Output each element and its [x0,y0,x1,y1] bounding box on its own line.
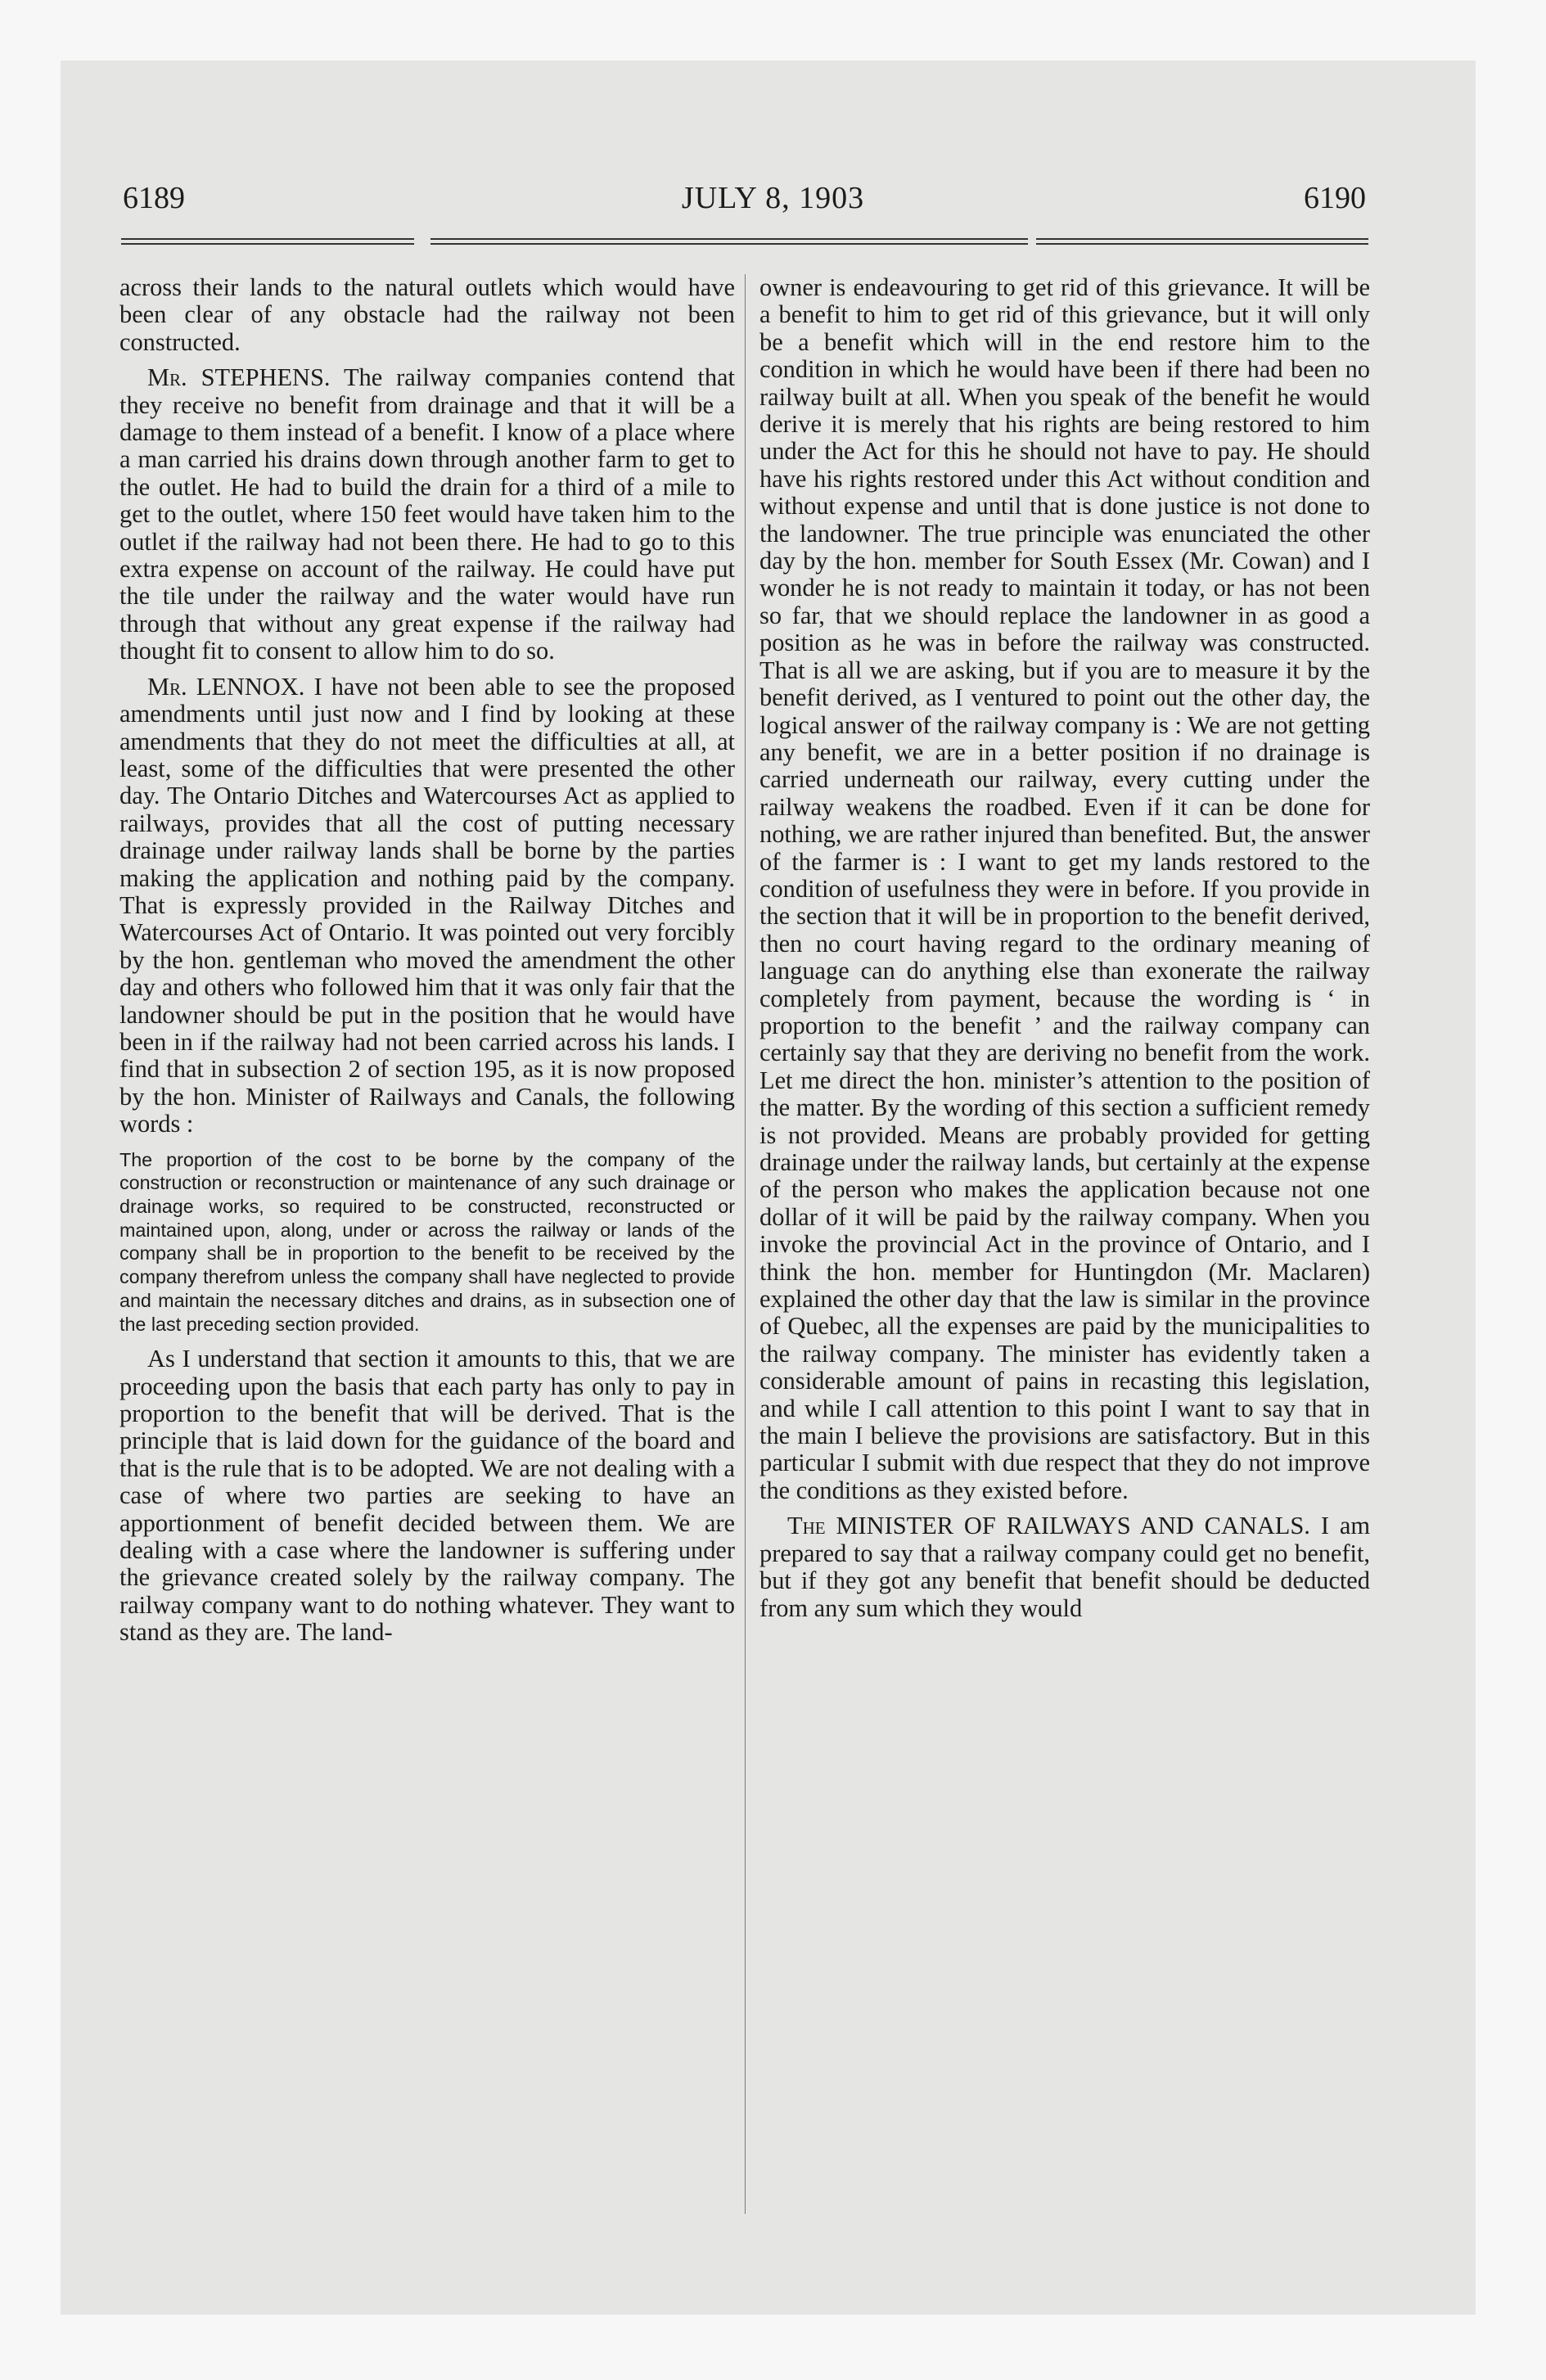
left-column [119,274,735,1647]
left-paragraph-1: across their lands to the natural outlets which would have been clear of any obstacle had the railway not been constructed. [119,273,735,356]
speech-lennox: I have not been able to see the proposed amendments until just now and I find by looking at these amendments that they do not meet the difficulties at all, at least, some of the difficulties that were presented the other day. The Ontario Ditches and Watercourses Act as applied to railways, provides that all the cost of putting necessary drainage under railway lands shall be borne by the parties making the application and nothing paid by the company. That is expressly provided in the Railway Ditches and Watercourses Act of Ontario. It was pointed out very forcibly by the hon. gentleman who moved the amendment the other day and others who followed him that it was only fair that the landowner should be put in the position that he would have been in if the railway had not been carried across his lands. I find that in subsection 2 of section 195, as it is now proposed by the hon. Minister of Railways and Canals, the following words : [119,672,735,1138]
speaker-lennox: Mr. LENNOX. [147,672,305,701]
speaker-stephens: Mr. STEPHENS. [147,363,331,392]
page-number-right: 6190 [1304,181,1366,215]
header-rule-right [1036,238,1368,245]
header-rules [121,238,1368,248]
page-date: JULY 8, 1903 [681,181,865,215]
right-paragraph-2 [759,1512,1370,1622]
right-column [759,274,1370,1622]
page-number-left: 6189 [123,181,185,215]
page-header [0,121,1546,215]
speech-minister: I am prepared to say that a railway company could get no benefit, but if they got any benefit that benefit should be deducted from any sum which they would [759,1512,1370,1622]
header-rule-center [430,238,1028,245]
left-paragraph-2 [119,364,735,665]
column-divider [745,274,746,2214]
left-paragraph-3 [119,674,735,1138]
right-paragraph-1: owner is endeavouring to get rid of this grievance. It will be a benefit to him to get rid of this grievance, but it will only be a benefit which will in the end restore him to the condition in which he would have been if there had been no railway built at all. When you speak of the benefit he would derive it is merely that his rights are being restored to him under the Act for this he should not have to pay. He should have his rights restored under this Act without condition and without expense and until that is done justice is not done to the landowner. The true principle was enunciated the other day by the hon. member for South Essex (Mr. Cowan) and I wonder he is not ready to maintain it today, or has not been so far, that we should replace the landowner in as good a position as he was in before the railway was constructed. That is all we are asking, but if you are to measure it by the benefit derived, as I ventured to point out the other day, the logical answer of the railway company is : We are not getting any benefit, we are in a better position if no drainage is carried underneath our railway, every cutting under the railway weakens the roadbed. Even if it can be done for nothing, we are rather injured than benefited. But, the answer of the farmer is : I want to get my lands restored to the condition of usefulness they were in before. If you provide in the section that it will be in proportion to the benefit derived, then no court having regard to the ordinary meaning of language can do anything else than exonerate the railway completely from payment, because the wording is ‘ in proportion to the benefit ’ and the railway company can certainly say that they are deriving no benefit from the work. Let me direct the hon. minister’s attention to the position of the matter. By the wording of this section a sufficient remedy is not provided. Means are probably provided for getting drainage under the railway lands, but certainly at the expense of the person who makes the application because not one dollar of it will be paid by the railway company. When you invoke the provincial Act in the province of Ontario, and I think the hon. member for Huntingdon (Mr. Maclaren) explained the other day that the law is similar in the province of Quebec, all the expenses are paid by the municipalities to the railway company. The minister has evidently taken a considerable amount of pains in recasting this legislation, and while I call attention to this point I want to say that in the main I believe the provisions are satisfactory. But in this particular I submit with due respect that they do not improve the conditions as they existed before. [759,273,1370,1504]
speaker-minister: The MINISTER OF RAILWAYS AND CANALS. [787,1512,1310,1540]
left-paragraph-4: As I understand that section it amounts to this, that we are proceeding upon the basis that each party has only to pay in proportion to the benefit that will be derived. That is the principle that is laid down for the guidance of the board and that is the rule that is to be adopted. We are not dealing with a case of where two parties are seeking to have an apportionment of benefit decided between them. We are dealing with a case where the landowner is suffering under the grievance created solely by the railway company. The railway company want to do nothing whatever. They want to stand as they are. The land- [119,1345,735,1647]
speech-stephens: The railway companies contend that they receive no benefit from drainage and that it will be a damage to them instead of a benefit. I know of a place where a man carried his drains down through another farm to get to the outlet. He had to build the drain for a third of a mile to get to the outlet, where 150 feet would have taken him to the outlet if the railway had not been there. He had to go to this extra expense on account of the railway. He could have put the tile under the railway and the water would have run through that without any great expense if the railway had thought fit to consent to allow him to do so. [119,363,735,665]
header-rule-left [121,238,414,245]
quoted-subsection: The proportion of the cost to be borne by the company of the construction or reconstruction or maintenance of any such drainage or drainage works, so required to be constructed, reconstructed or maintained upon, along, under or across the railway or lands of the company shall be in proportion to the benefit to be received by the company therefrom unless the company shall have neglected to provide and maintain the necessary ditches and drains, as in subsection one of the last preceding section provided. [119,1148,735,1335]
